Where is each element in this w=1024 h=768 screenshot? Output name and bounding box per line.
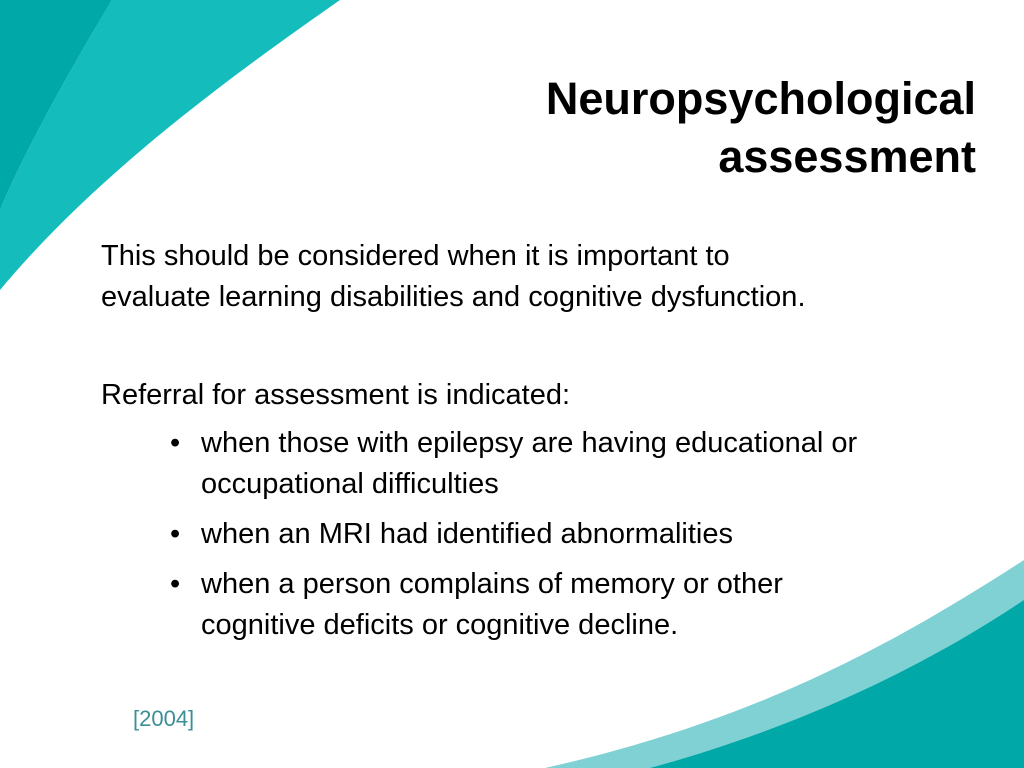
intro-paragraph <box>101 236 981 318</box>
bullet-icon: • <box>170 568 181 600</box>
list-item-line: cognitive deficits or cognitive decline. <box>201 609 679 641</box>
list-item-line: occupational difficulties <box>201 468 499 500</box>
slide-title <box>546 70 976 186</box>
title-line-2: assessment <box>718 131 976 182</box>
referral-heading: Referral for assessment is indicated: <box>101 379 571 411</box>
referral-list <box>170 423 990 655</box>
list-item-line: when those with epilepsy are having educational or <box>201 427 858 459</box>
list-item <box>170 514 990 555</box>
list-item-line: when an MRI had identified abnormalities <box>201 518 733 550</box>
list-item <box>170 564 990 646</box>
bullet-icon: • <box>170 427 181 459</box>
intro-line-2: evaluate learning disabilities and cognitive dysfunction. <box>101 281 806 313</box>
intro-line-1: This should be considered when it is important to <box>101 240 730 272</box>
bullet-icon: • <box>170 518 181 550</box>
title-line-1: Neuropsychological <box>545 73 976 124</box>
footnote-year: [2004] <box>133 706 195 731</box>
list-item-line: when a person complains of memory or other <box>201 568 783 600</box>
list-item <box>170 423 990 505</box>
